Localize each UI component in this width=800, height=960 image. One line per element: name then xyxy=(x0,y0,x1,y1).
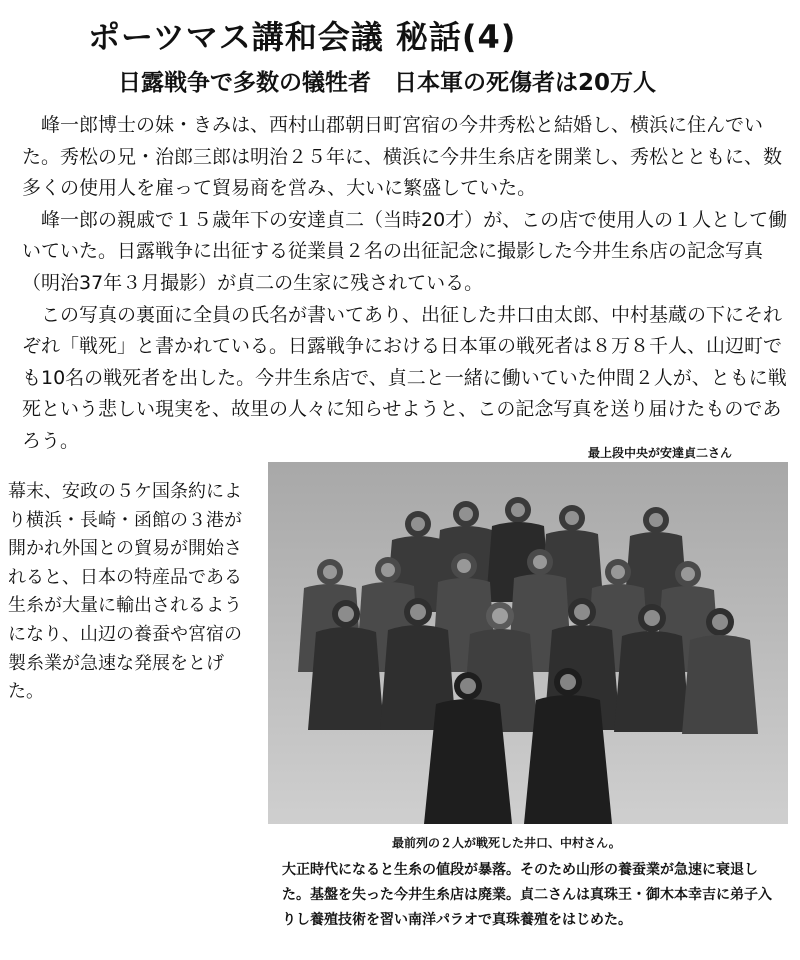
side-note: 幕末、安政の５ケ国条約により横浜・長崎・函館の３港が開かれ外国との貿易が開始されると、日本の特産品である生糸が大量に輸出されるようになり、山辺の養蚕や宮宿の製糸業が急速な発展をとげた。 xyxy=(8,481,242,703)
article-body xyxy=(22,110,792,458)
body-paragraph-2: 峰一郎の親戚で１５歳年下の安達貞二（当時20才）が、この店で使用人の１人として働いていた。日露戦争に出征する従業員２名の出征記念に撮影した今井生糸店の記念写真（明治37年３月撮影）が貞二の生家に残されている。 xyxy=(22,208,788,294)
group-photo-illustration xyxy=(268,462,788,824)
photo-caption-bottom: 最前列の２人が戦死した井口、中村さん。 xyxy=(392,836,621,850)
closing-paragraph: 大正時代になると生糸の値段が暴落。そのため山形の養蚕業が急速に衰退した。基盤を失った今井生糸店は廃業。貞二さんは真珠王・御木本幸吉に弟子入りし養殖技術を習い南洋パラオで真珠養殖をはじめた。 xyxy=(282,862,772,928)
body-paragraph-1: 峰一郎博士の妹・きみは、西村山郡朝日町宮宿の今井秀松と結婚し、横浜に住んでいた。秀松の兄・治郎三郎は明治２５年に、横浜に今井生糸店を開業し、秀松とともに、数多くの使用人を雇って貿易商を営み、大いに繁盛していた。 xyxy=(22,114,783,200)
article-subtitle: 日露戦争で多数の犠牲者 日本軍の死傷者は20万人 xyxy=(118,70,657,96)
group-photo xyxy=(268,462,788,824)
body-paragraph-3: この写真の裏面に全員の氏名が書いてあり、出征した井口由太郎、中村基蔵の下にそれぞれ「戦死」と書かれている。日露戦争における日本軍の戦死者は８万８千人、山辺町でも10名の戦死者を出した。今井生糸店で、貞二と一緒に働いていた仲間２人が、ともに戦死という悲しい現実を、故里の人々に知らせようと、この記念写真を送り届けたものであろう。 xyxy=(22,303,787,452)
photo-caption-top: 最上段中央が安達貞二さん xyxy=(588,446,733,460)
article-title: ポーツマス講和会議 秘話(4) xyxy=(88,18,517,56)
